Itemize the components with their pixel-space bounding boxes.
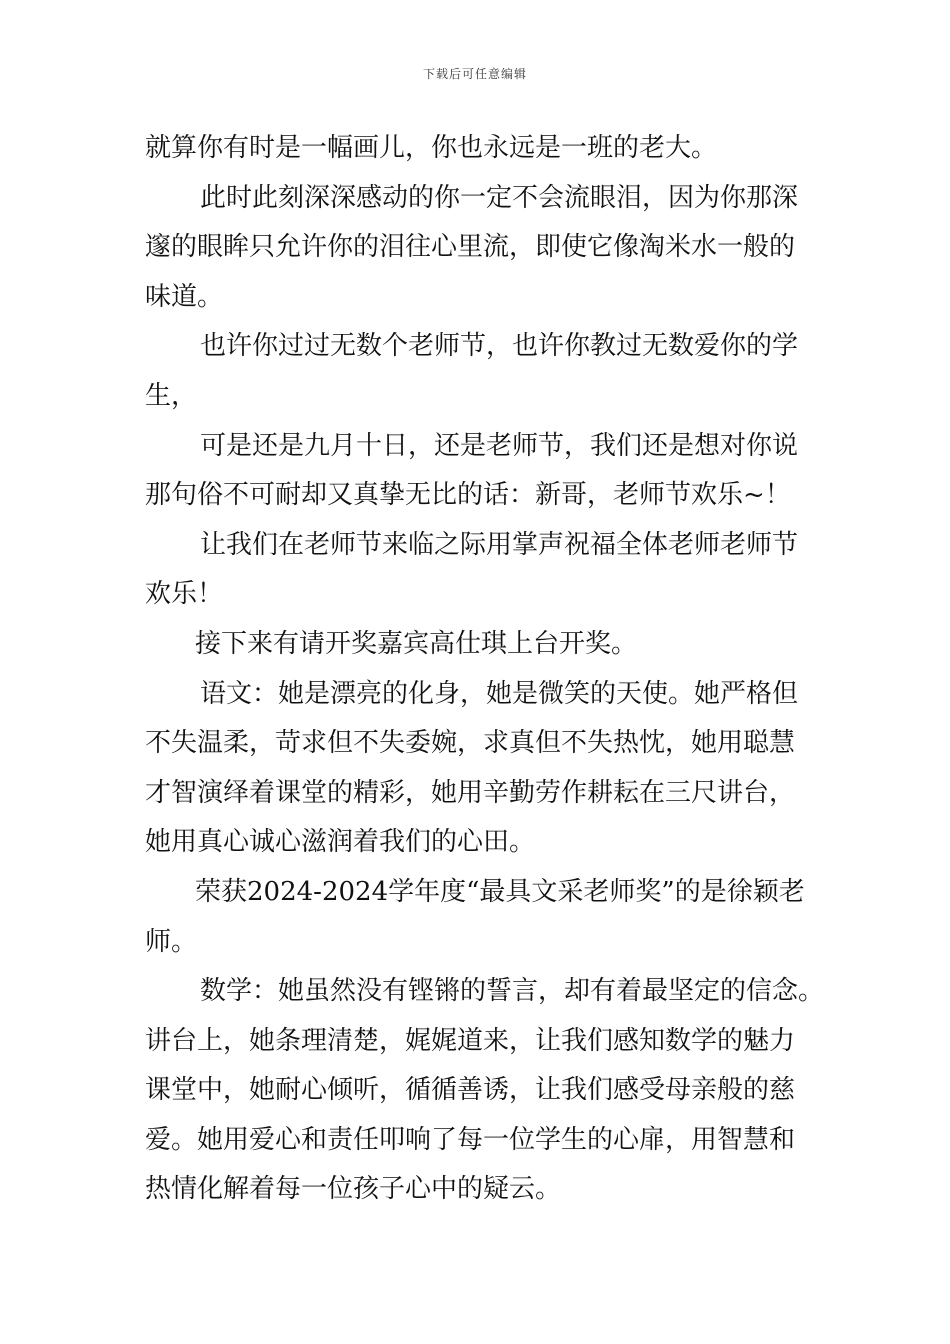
paragraph-line: 让我们在老师节来临之际用掌声祝福全体老师老师节 (200, 529, 799, 560)
paragraph-line: 热情化解着每一位孩子心中的疑云。 (145, 1174, 562, 1205)
paragraph-line: 邃的眼眸只允许你的泪往心里流，即使它像淘米水一般的 (145, 232, 796, 263)
paragraph-line: 爱。她用爱心和责任叩响了每一位学生的心扉，用智慧和 (145, 1124, 796, 1155)
paragraph-line: 数学：她虽然没有铿锵的誓言，却有着最坚定的信念。 (200, 976, 825, 1007)
paragraph-line: 此时此刻深深感动的你一定不会流眼泪，因为你那深 (200, 182, 799, 213)
paragraph-line: 欢乐！ (145, 579, 224, 610)
page-header: 下载后可任意编辑 (422, 67, 527, 81)
paragraph-line: 师。 (145, 926, 198, 957)
paragraph-line: 才智演绎着课堂的精彩，她用辛勤劳作耕耘在三尺讲台， (145, 777, 796, 808)
paragraph-line: 荣获2024-2024学年度“最具文采老师奖”的是徐颖老 (195, 876, 805, 907)
paragraph-line: 生， (145, 380, 198, 411)
paragraph-line: 可是还是九月十日，还是老师节，我们还是想对你说 (200, 430, 799, 461)
paragraph-line: 讲台上，她条理清楚，娓娓道来，让我们感知数学的魅力 (145, 1025, 796, 1056)
paragraph-line: 就算你有时是一幅画儿，你也永远是一班的老大。 (145, 133, 718, 163)
document-body (145, 124, 835, 1215)
paragraph-line: 课堂中，她耐心倾听，循循善诱，让我们感受母亲般的慈 (145, 1075, 796, 1106)
paragraph-line: 也许你过过无数个老师节，也许你教过无数爱你的学 (200, 331, 799, 362)
paragraph-line: 她用真心诚心滋润着我们的心田。 (145, 827, 536, 858)
paragraph-line: 接下来有请开奖嘉宾高仕琪上台开奖。 (195, 628, 638, 659)
paragraph-line: 不失温柔，苛求但不失委婉，求真但不失热忱，她用聪慧 (145, 728, 796, 759)
paragraph-line: 味道。 (145, 281, 224, 312)
paragraph-line: 语文：她是漂亮的化身，她是微笑的天使。她严格但 (200, 678, 799, 709)
paragraph-line: 那句俗不可耐却又真挚无比的话：新哥，老师节欢乐~！ (145, 480, 791, 511)
